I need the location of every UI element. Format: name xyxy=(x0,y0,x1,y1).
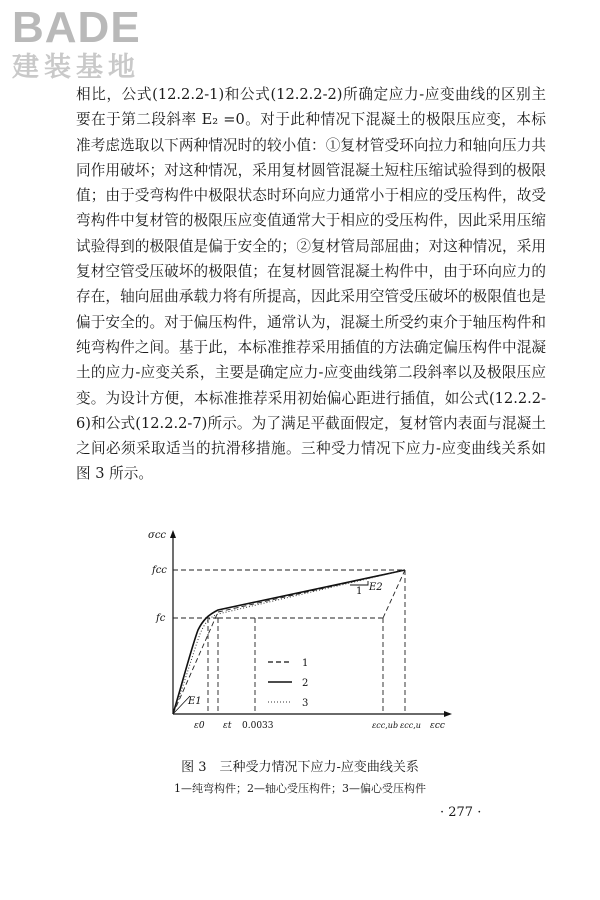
x-axis-arrow xyxy=(444,711,452,717)
et-label: εt xyxy=(223,721,232,731)
legend-key-3: 3 xyxy=(302,698,309,709)
y-axis-label: σcc xyxy=(148,530,167,541)
ecc-ub-label: εcc,ub xyxy=(372,721,399,730)
ecc-u-label: εcc,u xyxy=(400,721,421,730)
stress-strain-diagram xyxy=(140,522,460,737)
slope-label: 1 xyxy=(356,586,363,597)
fc-label: fc xyxy=(156,613,166,624)
legend-key-2: 2 xyxy=(302,678,309,689)
figure-caption: 图 3 三种受力情况下应力-应变曲线关系 xyxy=(181,760,419,775)
e2-label: E2 xyxy=(369,582,383,593)
fcc-label: fcc xyxy=(152,565,167,576)
e0-label: ε0 xyxy=(194,721,205,731)
stress-strain-figure xyxy=(140,522,460,737)
legend-key-1: 1 xyxy=(302,658,309,669)
logo-brand: BADE xyxy=(12,3,141,52)
page-number: · 277 · xyxy=(440,805,482,820)
logo-subtitle: 建装基地 xyxy=(12,52,140,83)
y-axis-arrow xyxy=(170,530,176,538)
e1-label: E1 xyxy=(188,696,202,707)
legend xyxy=(268,658,308,709)
body-text xyxy=(76,82,546,487)
body-paragraph: 相比，公式(12.2.2-1)和公式(12.2.2-2)所确定应力-应变曲线的区别主要在于第二段斜率 E₂ =0。对于此种情况下混凝土的极限压应变，本标准考虑选取以下两种情况时的较小值：①复材管受环向拉力和轴向压力共同作用破坏；对这种情况，采用复材圆管混凝土短柱压缩试验得到的极限值；由于受弯构件中极限状态时环向应力通常小于相应的受压构件，故受弯构件中复材管的极限压应变值通常大于相应的受压构件，因此采用压缩试验得到的极限值是偏于安全的；②复材管局部屈曲；对这种情况，采用复材空管受压破坏的极限值；在复材圆管混凝土构件中，由于环向应力的存在，轴向屈曲承载力将有所提高，因此采用空管受压破坏的极限值也是偏于安全的。对于偏压构件，通常认为，混凝土所受约束介于轴压构件和纯弯构件之间。基于此，本标准推荐采用插值的方法确定偏压构件中混凝土的应力-应变关系，主要是确定应力-应变曲线第二段斜率以及极限压应变。为设计方便，本标准推荐采用初始偏心距进行插值，如公式(12.2.2-6)和公式(12.2.2-7)所示。为了满足平截面假定，复材管内表面与混凝土之间必须采取适当的抗滑移措施。三种受力情况下应力-应变曲线关系如图 3 所示。 xyxy=(76,86,546,483)
x-axis-label: εcc xyxy=(430,721,445,731)
brand-logo xyxy=(12,3,141,84)
tick-0033-label: 0.0033 xyxy=(242,721,274,731)
figure-legend-text: 1—纯弯构件；2—轴心受压构件；3—偏心受压构件 xyxy=(174,782,426,795)
